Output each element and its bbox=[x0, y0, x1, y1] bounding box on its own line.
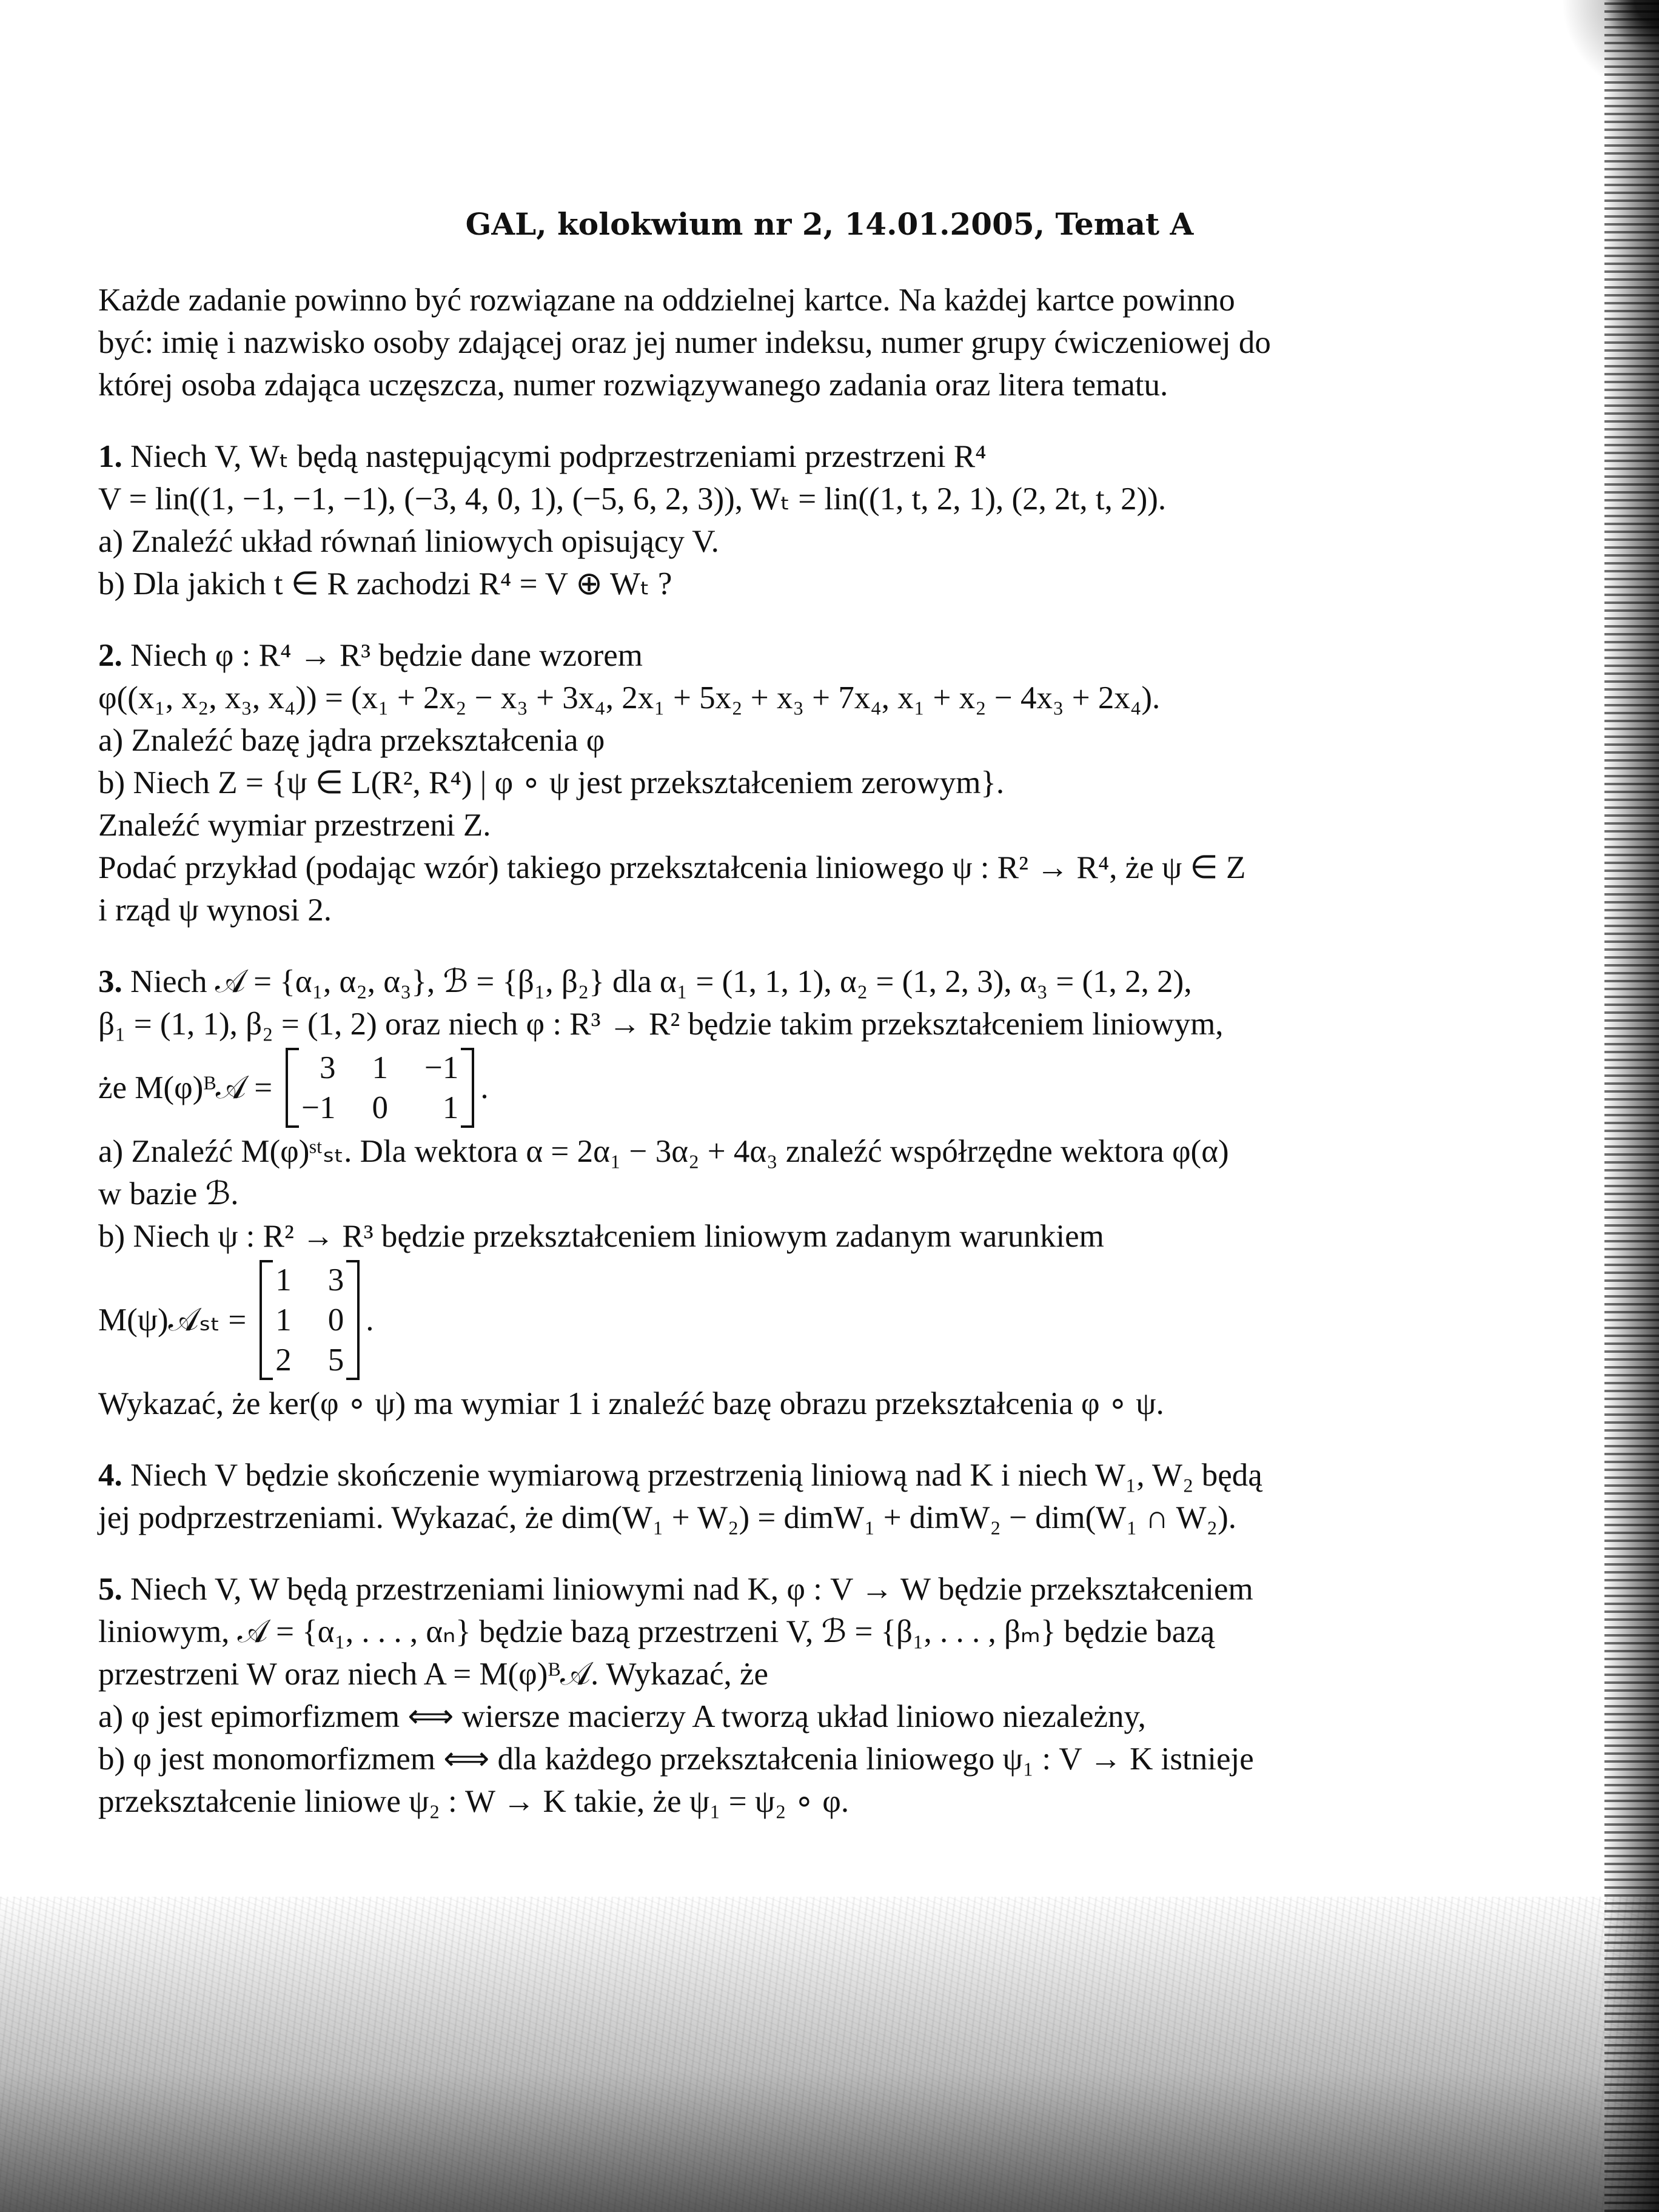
problem-3-line: Wykazać, że ker(φ ∘ ψ) ma wymiar 1 i znaleźć bazę obrazu przekształcenia φ ∘ ψ. bbox=[98, 1386, 1164, 1421]
problem-3-text: Niech 𝒜 = {α₁, α₂, α₃}, ℬ = {β₁, β₂} dla α₁ = (1, 1, 1), α₂ = (1, 2, 3), α₃ = (1, 2, 2), bbox=[130, 964, 1192, 999]
problem-5-line: przekształcenie liniowe ψ₂ : W → K takie, że ψ₁ = ψ₂ ∘ φ. bbox=[98, 1784, 850, 1819]
problem-3-line: w bazie ℬ. bbox=[98, 1176, 239, 1212]
problem-2-line: φ((x₁, x₂, x₃, x₄)) = (x₁ + 2x₂ − x₃ + 3x₄, 2x₁ + 5x₂ + x₃ + 7x₄, x₁ + x₂ − 4x₃ + 2x₄). bbox=[98, 680, 1161, 716]
matrix-phi bbox=[286, 1048, 474, 1128]
problem-3-line: β₁ = (1, 1), β₂ = (1, 2) oraz niech φ : R³ → R² będzie takim przekształceniem liniowym, bbox=[98, 1007, 1224, 1042]
intro-line: Każde zadanie powinno być rozwiązane na oddzielnej kartce. Na każdej kartce powinno bbox=[98, 283, 1235, 318]
problem-2-line: a) Znaleźć bazę jądra przekształcenia φ bbox=[98, 723, 605, 758]
problem-3-line: b) Niech ψ : R² → R³ będzie przekształceniem liniowym zadanym warunkiem bbox=[98, 1219, 1104, 1254]
matrix-cell: −1 bbox=[301, 1090, 336, 1125]
matrix-phi-suffix: . bbox=[480, 1070, 489, 1105]
matrix-cell: 1 bbox=[275, 1302, 292, 1338]
problem-5-line: przestrzeni W oraz niech A = M(φ)ᴮ𝒜. Wykazać, że bbox=[98, 1657, 769, 1692]
problem-5-line: b) φ jest monomorfizmem ⟺ dla każdego przekształcenia liniowego ψ₁ : V → K istnieje bbox=[98, 1741, 1254, 1777]
matrix-cell: 1 bbox=[275, 1262, 292, 1298]
problem-4-text: Niech V będzie skończenie wymiarową przestrzenią liniową nad K i niech W₁, W₂ będą bbox=[130, 1458, 1262, 1493]
problem-4-line: jej podprzestrzeniami. Wykazać, że dim(W₁ + W₂) = dimW₁ + dimW₂ − dim(W₁ ∩ W₂). bbox=[98, 1500, 1237, 1535]
problem-5-line: a) φ jest epimorfizmem ⟺ wiersze macierzy A tworzą układ liniowo niezależny, bbox=[98, 1699, 1146, 1734]
matrix-phi-row bbox=[98, 1048, 1487, 1128]
matrix-cell: 3 bbox=[327, 1262, 344, 1298]
problem-4 bbox=[98, 1454, 1487, 1539]
problem-5 bbox=[98, 1568, 1487, 1823]
problem-4-number: 4. bbox=[98, 1458, 122, 1493]
matrix-cell: −1 bbox=[424, 1050, 459, 1085]
matrix-cell: 0 bbox=[327, 1302, 344, 1338]
matrix-cell: 5 bbox=[327, 1342, 344, 1378]
matrix-psi-row bbox=[98, 1260, 1487, 1380]
problem-2-number: 2. bbox=[98, 638, 122, 673]
exam-content bbox=[98, 279, 1487, 1852]
matrix-psi bbox=[260, 1260, 360, 1380]
problem-5-line: liniowym, 𝒜 = {α₁, . . . , αₙ} będzie bazą przestrzeni V, ℬ = {β₁, . . . , βₘ} będzie bazą bbox=[98, 1614, 1215, 1649]
scan-noise-right-edge bbox=[1604, 0, 1659, 2212]
problem-1-line: V = lin((1, −1, −1, −1), (−3, 4, 0, 1), (−5, 6, 2, 3)), Wₜ = lin((1, t, 2, 1), (2, 2t, t, 2)). bbox=[98, 481, 1167, 517]
matrix-psi-suffix: . bbox=[366, 1302, 374, 1338]
problem-1-line bbox=[98, 435, 1487, 478]
problem-2-text: Niech φ : R⁴ → R³ będzie dane wzorem bbox=[130, 638, 643, 673]
problem-2-line: b) Niech Z = {ψ ∈ L(R², R⁴) | φ ∘ ψ jest przekształceniem zerowym}. bbox=[98, 765, 1005, 800]
problem-2-line: Znaleźć wymiar przestrzeni Z. bbox=[98, 808, 491, 843]
problem-4-line bbox=[98, 1454, 1487, 1496]
problem-5-line bbox=[98, 1568, 1487, 1610]
matrix-cell: 1 bbox=[372, 1050, 388, 1085]
matrix-cell: 0 bbox=[372, 1090, 388, 1125]
problem-3-line bbox=[98, 960, 1487, 1003]
scan-noise-bottom bbox=[0, 1897, 1659, 2212]
problem-2-line bbox=[98, 634, 1487, 677]
intro-paragraph bbox=[98, 279, 1487, 406]
scan-noise-corner bbox=[1513, 0, 1659, 85]
problem-2-line: Podać przykład (podając wzór) takiego przekształcenia liniowego ψ : R² → R⁴, że ψ ∈ Z bbox=[98, 850, 1246, 885]
matrix-cell: 1 bbox=[442, 1090, 459, 1125]
problem-1-line: a) Znaleźć układ równań liniowych opisujący V. bbox=[98, 524, 719, 559]
problem-3-line: a) Znaleźć M(φ)ˢᵗₛₜ. Dla wektora α = 2α₁ − 3α₂ + 4α₃ znaleźć współrzędne wektora φ(α) bbox=[98, 1134, 1229, 1169]
problem-2-line: i rząd ψ wynosi 2. bbox=[98, 893, 332, 928]
problem-1-number: 1. bbox=[98, 439, 122, 474]
problem-3 bbox=[98, 960, 1487, 1425]
problem-5-text: Niech V, W będą przestrzeniami liniowymi nad K, φ : V → W będzie przekształceniem bbox=[130, 1572, 1253, 1607]
matrix-cell: 2 bbox=[275, 1342, 292, 1378]
problem-5-number: 5. bbox=[98, 1572, 122, 1607]
intro-line: której osoba zdająca uczęszcza, numer rozwiązywanego zadania oraz litera tematu. bbox=[98, 367, 1168, 403]
problem-1 bbox=[98, 435, 1487, 605]
matrix-psi-label: M(ψ)𝒜ₛₜ = bbox=[98, 1302, 247, 1338]
intro-line: być: imię i nazwisko osoby zdającej oraz jej numer indeksu, numer grupy ćwiczeniowej do bbox=[98, 325, 1271, 360]
problem-2 bbox=[98, 634, 1487, 931]
problem-3-number: 3. bbox=[98, 964, 122, 999]
problem-1-line: b) Dla jakich t ∈ R zachodzi R⁴ = V ⊕ Wₜ ? bbox=[98, 566, 672, 602]
problem-1-text: Niech V, Wₜ będą następującymi podprzestrzeniami przestrzeni R⁴ bbox=[130, 439, 987, 474]
matrix-phi-label: że M(φ)ᴮ𝒜 = bbox=[98, 1070, 273, 1105]
exam-title: GAL, kolokwium nr 2, 14.01.2005, Temat A bbox=[465, 206, 1194, 242]
matrix-cell: 3 bbox=[319, 1050, 336, 1085]
